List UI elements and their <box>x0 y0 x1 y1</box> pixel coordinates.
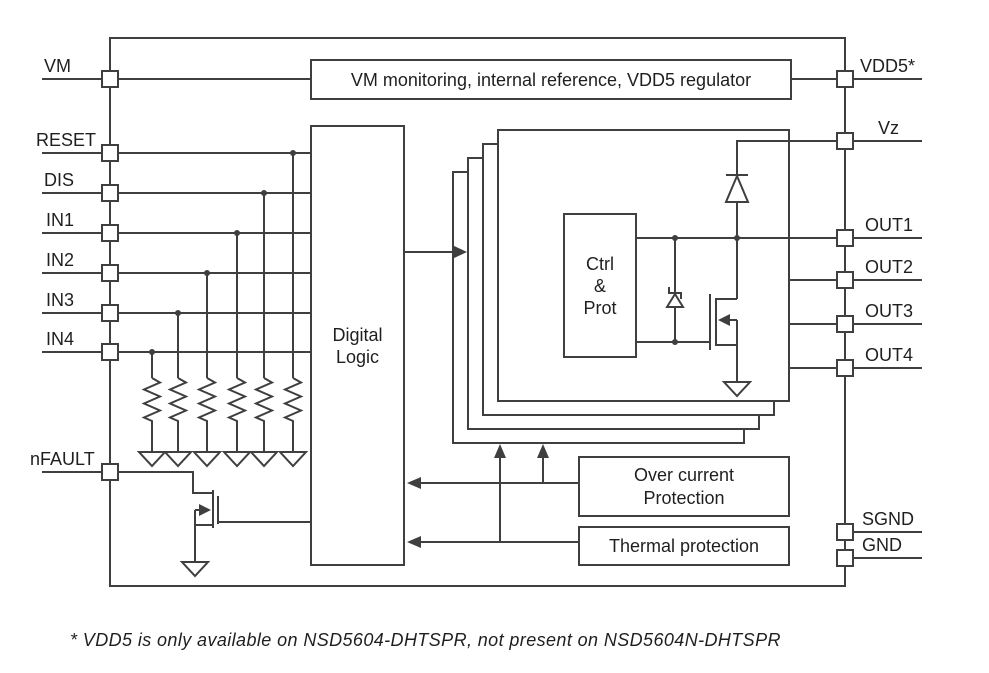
pin-label-gnd: GND <box>862 535 902 555</box>
ctrl-prot-label: Ctrl & Prot <box>583 253 617 318</box>
pin-label-out2: OUT2 <box>865 257 914 277</box>
pin-label-reset: RESET <box>36 130 97 150</box>
pin-label-out1: OUT1 <box>865 215 914 235</box>
pin-label-vm: VM <box>44 56 71 76</box>
over-current-label: Over current Protection <box>633 464 735 508</box>
pin-label-out3: OUT3 <box>865 301 914 321</box>
thermal-label: Thermal protection <box>608 536 760 556</box>
digital-logic-label: Digital Logic <box>332 324 383 367</box>
vm-monitor-label: VM monitoring, internal reference, VDD5 regulator <box>350 69 752 90</box>
pin-label-nfault: nFAULT <box>30 449 95 469</box>
pin-label-vz: Vz <box>878 118 900 138</box>
pin-label-in1: IN1 <box>46 210 75 230</box>
pin-label-in2: IN2 <box>46 250 75 270</box>
footnote: * VDD5 is only available on NSD5604-DHTSPR, not present on NSD5604N-DHTSPR <box>70 630 781 650</box>
pin-label-in3: IN3 <box>46 290 75 310</box>
pin-label-dis: DIS <box>44 170 75 190</box>
pin-label-sgnd: SGND <box>862 509 915 529</box>
pin-label-in4: IN4 <box>46 329 75 349</box>
pin-label-vdd5: VDD5* <box>860 56 916 76</box>
pin-label-out4: OUT4 <box>865 345 914 365</box>
